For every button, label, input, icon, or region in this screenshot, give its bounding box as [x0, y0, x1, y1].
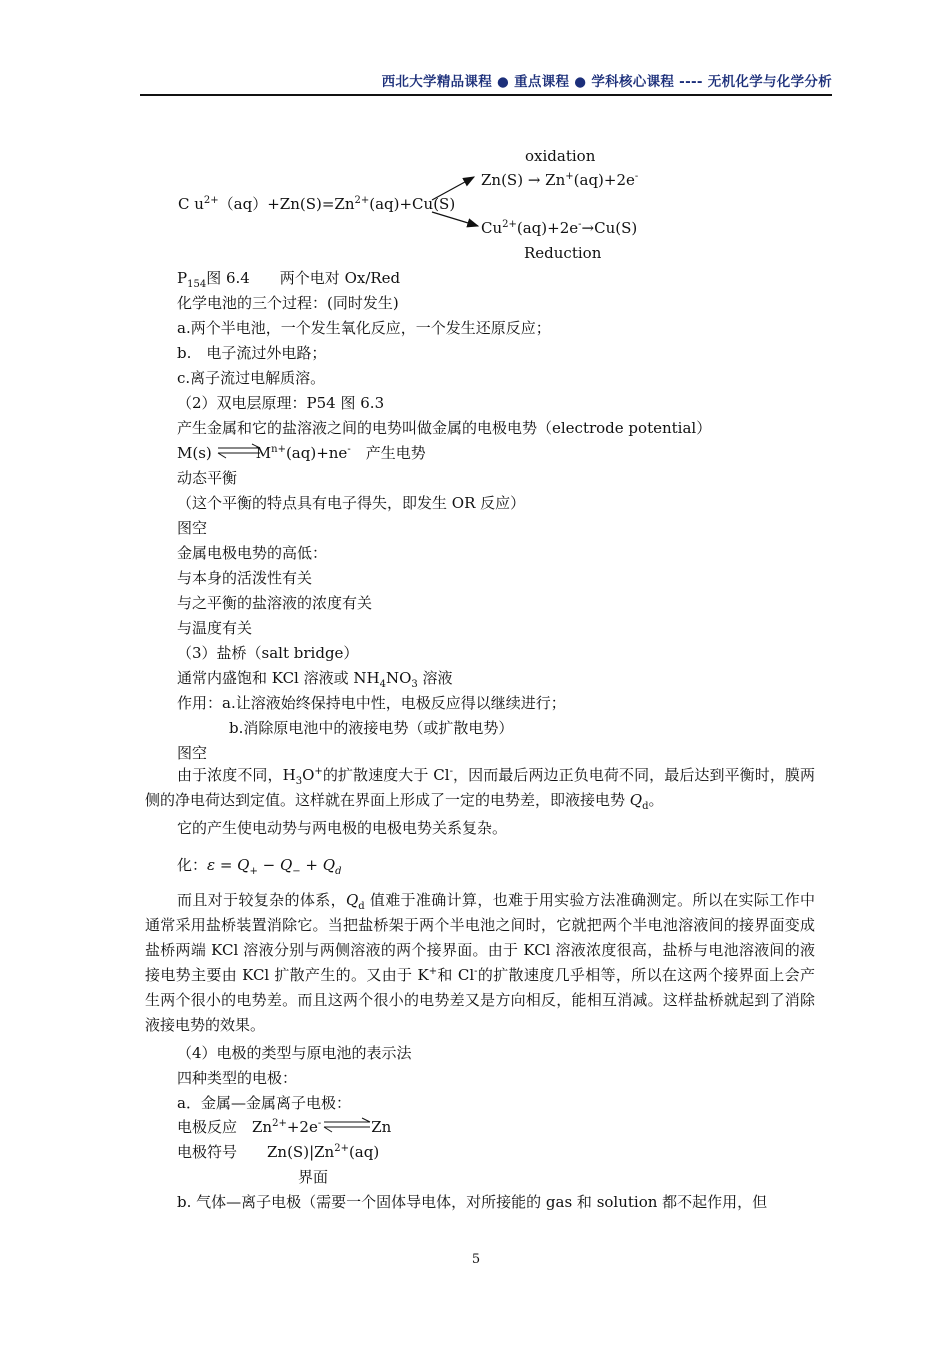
figure-reference: $P_{154}$图 6.4 两个电对 Ox/Red	[177, 269, 401, 290]
emf-formula: 化：$\varepsilon = Q_+ - Q_- + Q_d$	[177, 856, 342, 877]
text-line: 图空	[177, 519, 208, 537]
page-header: 西北大学精品课程 ● 重点课程 ● 学科核心课程 ---- 无机化学与化学分析	[381, 74, 832, 90]
text-line: a.两个半电池，一个发生氧化反应，一个发生还原反应；	[177, 319, 551, 337]
text-line: 金属电极电势的高低：	[177, 544, 328, 562]
oxidation-label: oxidation	[525, 147, 596, 165]
text-line: 它的产生使电动势与两电极的电极电势关系复杂。	[177, 819, 508, 837]
text-line: b.消除原电池中的液接电势（或扩散电势）	[229, 719, 514, 737]
reduction-label: Reduction	[524, 244, 602, 262]
text-line: 通常内盛饱和 KCl 溶液或 $NH_4NO_3$ 溶液	[177, 669, 453, 690]
page-number: 5	[471, 1252, 481, 1267]
text-line: 动态平衡	[177, 469, 238, 487]
section-heading: （4）电极的类型与原电池的表示法	[177, 1044, 412, 1062]
reduction-arrow	[432, 212, 478, 226]
text-line: 与本身的活泼性有关	[177, 569, 313, 587]
text-line: 与之平衡的盐溶液的浓度有关	[177, 594, 373, 612]
section-heading: （2）双电层原理：P54 图 6.3	[177, 394, 385, 412]
text-line: （这个平衡的特点具有电子得失，即发生 OR 反应）	[177, 494, 526, 512]
electrode-reaction: 电极反应 $Zn^{2+}+2e^-$ Zn	[177, 1118, 392, 1136]
oxidation-arrow	[432, 177, 474, 200]
interface-label: 界面	[298, 1168, 329, 1186]
text-line: 化学电池的三个过程：(同时发生)	[177, 294, 399, 312]
oxidation-half-reaction: Zn(S) → Zn+(aq)+2e-	[481, 171, 639, 189]
text-line: b. 气体—离子电极（需要一个固体导电体，对所接能的 gas 和 solution 都不起作用，但	[177, 1193, 768, 1211]
paragraph-diffusion: 由于浓度不同，$H_3O^+$的扩散速度大于 Cl-，因而最后两边正负电荷不同，最后达到平衡时，膜两侧的净电荷达到定值。这样就在界面上形成了一定的电势差，即液接电势 $Q_d$。	[145, 766, 815, 812]
equilibrium-equation: M(s) $M^{n+}(aq)+ne^-$ 产生电势	[177, 444, 426, 462]
text-line: 图空	[177, 744, 208, 762]
section-heading: （3）盐桥（salt bridge）	[177, 644, 359, 662]
text-line: b. 电子流过外电路；	[177, 344, 327, 362]
text-line: 与温度有关	[177, 619, 253, 637]
text-line: a．金属—金属离子电极：	[177, 1094, 351, 1112]
reduction-half-reaction: $Cu^{2+}(aq)+2e^-\to Cu(S)$	[481, 219, 638, 237]
overall-reaction: C $u^{2+}(aq)+Zn(S)=Zn^{2+}(aq)+Cu(S)$	[178, 195, 456, 213]
text-line: 四种类型的电极：	[177, 1069, 298, 1087]
electrode-symbol: 电极符号 $Zn(S)|Zn^{2+}(aq)$	[177, 1143, 380, 1161]
text-line: 作用：a.让溶液始终保持电中性，电极反应得以继续进行；	[177, 694, 566, 712]
paragraph-salt-bridge: 而且对于较复杂的体系，$Q_d$ 值难于准确计算，也难于用实验方法准确测定。所以在实际工作中通常采用盐桥装置消除它。当把盐桥架于两个半电池之间时，它就把两个半电池溶液间的接界面变成盐桥两端 KCl 溶液分别与两侧溶液的两个接界面。由于 KCl 溶液浓度很高，盐桥与电池溶液间的液接电势主要由 KCl 扩散产生的。又由于 K+和 Cl-的扩散速度几乎相等，所以在这两个接界面上会产生两个很小的电势差。而且这两个很小的电势差又是方向相反，能相互消减。这样盐桥就起到了消除液接电势的效果。	[145, 891, 815, 1034]
text-line: c.离子流过电解质溶。	[177, 369, 326, 387]
text-line: 产生金属和它的盐溶液之间的电势叫做金属的电极电势（electrode potential）	[177, 419, 712, 437]
